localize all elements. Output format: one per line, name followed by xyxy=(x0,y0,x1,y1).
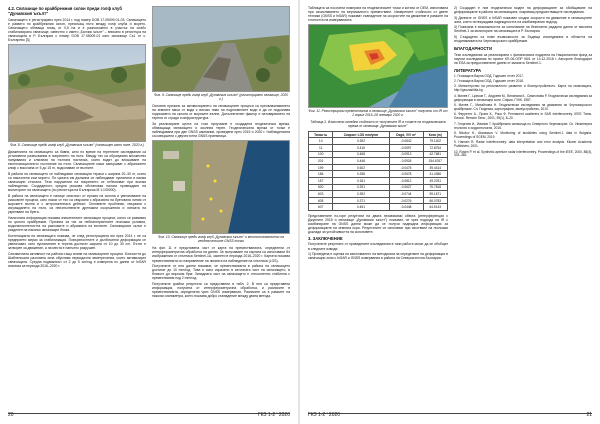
table-cell: 600 xyxy=(309,184,333,191)
table-cell: -0.0627 xyxy=(389,184,423,191)
table-cell: 59.1671 xyxy=(423,191,447,198)
table-cell: 605 xyxy=(309,197,333,204)
table-cell: 186 xyxy=(309,171,333,178)
figure-8-caption: Фиг. 8. Свлачище преди голф клуб „Дунавския ъкълт" (свлачищен кант поле, 2020 г.) xyxy=(10,143,144,148)
figure-9-photo xyxy=(152,6,290,92)
table-cell: -0.0842 xyxy=(389,138,423,145)
figure-8-photo xyxy=(8,44,146,142)
table-header-cell: Точка № xyxy=(309,131,333,138)
table-row xyxy=(309,178,448,185)
figure-10-aerial xyxy=(152,140,290,234)
left-page-column-2 xyxy=(152,6,290,406)
table-cell: 0.451 xyxy=(333,204,389,211)
table-row xyxy=(309,204,448,211)
table-cell: 0.371 xyxy=(333,197,389,204)
table-row xyxy=(309,164,448,171)
table-row xyxy=(309,158,448,165)
paragraph: Получените крайни резултати са представени в табл. 2. В нея са представени информация, получена от интерферометрична обработка, и разликите в преместванията, определени чрез GNSS измервания. Разликите са в рамките на няколко милиметра, което показва добро съвпадение между двата метода. xyxy=(152,282,290,299)
left-page xyxy=(0,0,296,424)
figure-10-caption: Фиг. 10. Свлачище преди голф клуб „Дунавския ъкълт" и местоположението на геодезическите GNSS точки xyxy=(157,235,285,244)
aerial-photo xyxy=(153,141,289,233)
reference-item: 1. Геозащита Варна ООД. Годишен отчет 2017. xyxy=(454,73,524,78)
table-cell: 199 xyxy=(309,164,333,171)
table-cell: -0.0597 xyxy=(389,145,423,152)
figure-9-caption: Фиг. 9. Свлачище преди голф клуб „Дунавския ъкълт" (регистрирано свлачище, 2020 г.) xyxy=(154,93,288,101)
table-row xyxy=(309,138,448,145)
table-cell: 76.7818 xyxy=(423,184,447,191)
table-cell: 0.392 xyxy=(333,138,389,145)
reference-item: 10. Rosen P. et al. Synthetic aperture radar interferometry. Proceedings of the IEEE, 2000, 88(3), 333–382. xyxy=(454,149,592,158)
table-cell: 0.392 xyxy=(333,191,389,198)
table-cell: -0.0448 xyxy=(389,204,423,211)
table-cell: -0.0926 xyxy=(389,158,423,165)
acknowledgements: Тези изследвания са реализирани с финансовата подкрепа на Националния фонд за научни изследвания по проект КП-06-ОПР 06/1 от 14.12.2018 г. Авторите благодарят на ESA за предоставените данни от мисията Sentinel-1. xyxy=(454,52,592,65)
table-cell: 0.258 xyxy=(333,171,389,178)
right-page-column-1 xyxy=(308,6,448,406)
reference-item: 7. Георгиев И., Иванов Т. Крайбрежни свлачища по Северното Черноморие. Сп. Инженерна геология и хидрогеология, 2015. xyxy=(454,121,592,130)
paragraph: Сеизмичната активност на района също влияе на свлачищните процеси. Близостта до Шабленската разломна зона обуславя периодични земетресения, които активизират свлачищата. Средна подвижност от 2 до 5 cm/год е измерена по данни от InSAR анализа за периода 2016–2020 г. xyxy=(8,251,146,268)
table-row xyxy=(309,171,448,178)
table-cell: 157 xyxy=(309,178,333,185)
table-cell: 66.0783 xyxy=(423,197,447,204)
paragraph: 3) Данните от GNSS и InSAR показват сходни скорости на движение в свлачищните зони, което потвърждава надеждността на комбинирания подход. xyxy=(454,15,592,24)
right-page-footer xyxy=(308,412,592,420)
table-body xyxy=(309,138,448,211)
table-row xyxy=(309,197,448,204)
reference-item: 2. Геозащита Варна ООД. Годишен отчет 2018. xyxy=(454,78,524,83)
left-page-column-1 xyxy=(8,6,146,406)
table-row xyxy=(309,191,448,198)
paragraph: На фиг. 11 е представена част от карта на преместванията, определени от интерферометрична обработка на данни. За получаване на картата са използвани 84 изображения от спътника Sentinel-1A, заснети в периода 2016–2020 г. Картата показва преместванията по направление на линията на наблюдение на спътника (LOS). xyxy=(152,246,290,263)
table-cell: -0.0913 xyxy=(389,151,423,158)
paragraph: Получените резултати от проведените изследвания в тази работа могат да се обобщят в следните изводи: xyxy=(308,242,448,251)
table-cell: 11 xyxy=(309,145,333,152)
reference-item: 9. Hansen R. Radar interferometry: data interpretation and error analysis. Kluwer Academic Publishers, 2001. xyxy=(454,140,592,149)
table-cell: 39.4414 xyxy=(423,164,447,171)
table-cell: 49.2031 xyxy=(423,178,447,185)
paragraph: Свлачището е регистрирано през 2014 г. под номер DOB 17.05009-01-03. Свлачището е развито по крайбрежния склон, пресичащ пътя между голф клуба и морето. Свлачището обхваща площ от 0,5 ha и е разположено в участък на слабо стабилизирано свлачище, известно с името „Балчик ъкълт" – вписано в регистъра на свлачищата в Р. България с номер DOB 17.05009-01 като свлачище Cs1 от с. Българево [3]. xyxy=(8,17,146,42)
journal-label: ГКЗ 1-2 ' 2020 xyxy=(257,412,290,418)
table-header-cell: Скорост LOS mm/year xyxy=(333,131,389,138)
table-cell: -0.0276 xyxy=(389,197,423,204)
paragraph: В района на свлачището се наблюдават свлачищни тераси с ширина 20–30 m, които са наклонени към морето. По цялата им дължина се наблюдават пукнатини и малки свлачищни стъпала. Тези нарушения на покритието се отбелязват при всички наблюдения. Създаденото средна рискова обстановка налага провеждане на мониторинг на свлачището (по регистъра на Българска М 1:100000). xyxy=(8,172,146,193)
journal-label: ГКЗ 1-2 ' 2020 xyxy=(308,412,341,418)
table-cell: 64.5143 xyxy=(423,204,447,211)
figure-11-insar-map xyxy=(308,24,448,108)
table-header-row xyxy=(309,131,448,138)
table-cell: 10 xyxy=(309,138,333,145)
table-cell: -0.0812 xyxy=(389,178,423,185)
reference-list xyxy=(454,75,592,159)
table-cell: 41.4356 xyxy=(423,171,447,178)
table-cell: 154.6767 xyxy=(423,158,447,165)
section-title: 3. ЗАКЛЮЧЕНИЕ xyxy=(308,235,343,241)
table-cell: 0.468 xyxy=(333,151,389,158)
reference-item: 8. Nikolov H., Atanassov V. Monitoring of landslides using Sentinel-1 data in Bulgaria. Proceedings of SGEM, 2019. xyxy=(454,130,592,139)
table-cell: 201 xyxy=(309,158,333,165)
page-number: 20 xyxy=(8,412,14,418)
table-row xyxy=(309,145,448,152)
paragraph: 4) Показана е възможността за използване на безплатни радарни данни от мисията Sentinel-1 за мониторинг на свлачищата в Р. България. xyxy=(454,25,592,34)
figure-11-caption: Фиг. 11. Регистрирани премествания в свлачище „Дунавския ъкълт" получени от IR от 2 април 2016–28 ноември 2020 г. xyxy=(308,108,448,117)
paragraph: Таблицата са посочени номерата на геодезическите точки и котата от DEM, използвана при изчисляването на вертикалното преместване. Измерените стойности от двете техники (GNSS и InSAR) показват съвпадение на скоростите на движение в рамките на точността на измерванията. xyxy=(308,6,448,23)
right-page xyxy=(302,0,598,424)
table-cell: 603 xyxy=(309,191,333,198)
section-title: 4.2. Свлачище по крайбрежния склон преди голф клуб "Дунавския ъкълт" xyxy=(8,6,122,16)
table-caption: Таблица 2. Изчислени линейни стойности от получените IR в точките на геодезическата мрежа от свлачище „Дунавския ъкълт" xyxy=(310,119,446,128)
table-row xyxy=(309,151,448,158)
table-cell: 72.8754 xyxy=(423,145,447,152)
table-cell: 0.291 xyxy=(333,184,389,191)
table-row xyxy=(309,184,448,191)
paragraph: В района на свлачището е налице опасност от ерозия на склона и увеличаване на рисковите процеси, като някои от тях са свързани с абразията на бреговата линия от морските вълни и с антропогенната дейност. Основните проблеми, свързани с изграждането на пътя, са неизпълнените дренажни съоръжения и липсата на укрепване на брега. xyxy=(8,194,146,215)
reference-item: 6. Ферретти А., Прати К., Рока Ф. Permanent scatterers in SAR interferometry. IEEE Trans. Geosci. Remote Sens., 2001, 39(1), 8–20. xyxy=(454,112,592,121)
paragraph: За реализиране целта на този проучване е създадена геодезическа мрежа, обхващаща свлачището и околния терен. Геодезическата мрежа от точки е наблюдавана при две GNSS кампании, проведени през 2019 и 2020 г. Наблюденията са извършени с двучестотни GNSS приемници. xyxy=(152,121,290,139)
left-page-footer xyxy=(8,412,290,420)
paragraph: Представените по-горе резултати на двата независими обекта (интерференция с Джунлинг 2015 и свлачище „Дунавския ъкълт") показват, че чрез подхода на IR с комбиниране на GNSS данни може да се получи надеждна информация за деформациите на земната кора. Резултатите се използват при изготвяне на геоложки доклади за устойчивостта на склоновете. xyxy=(308,214,448,235)
table-cell: 42.7681 xyxy=(423,151,447,158)
table-cell: 79.1402 xyxy=(423,138,447,145)
table-cell: -0.0475 xyxy=(389,164,423,171)
reference-item: 4. Милев Г., Цонков Т., Андреев М., Велинова К., Симеонова Р. Геодезически изследвания за деформации в свлачищни зони. София, ГУКК, 1987. xyxy=(454,93,592,102)
displacement-table xyxy=(308,131,448,211)
table-header-cell: Кота (m) xyxy=(423,131,447,138)
section-title: ЛИТЕРАТУРА xyxy=(454,68,482,74)
paragraph: 2) Създаден е нов геодезически модел на деформациите за обобщаване на деформациите в района на свлачищата, покриващ предшестващите изследвания. xyxy=(454,6,592,15)
insar-displacement-map xyxy=(309,25,447,107)
landslide-photo xyxy=(9,45,145,141)
table-cell: 0.602 xyxy=(333,164,389,171)
paragraph: Получените от нея данни показват, че преместванията в района на свлачището достигат до 10 mm/год. Това е ясно изразено в източната част на свлачището, в близост до морския бряг. Западната част на свлачището е относително стабилна с премествания под 2 mm/год. xyxy=(152,264,290,281)
paragraph: Движенията на свлачището са бавни, като по време на теренните изследвания са установени разкъсвания в покритието на пътя. Между тях са образувани множество напуквания и слягания на пътната настилка, които водят до влошаване на експлоатационното състояние на пътя. Свлачищните маси завършват с абразионен клиф с височина от 5 до 15 m, подкопаван от вълните. xyxy=(8,150,146,171)
table-cell: -0.0744 xyxy=(389,191,423,198)
table-cell: 0.446 xyxy=(333,158,389,165)
reference-item: 3. Министерство на регионалното развитие и благоустройството. Карта на свлачищата, http://geozashtita.bg xyxy=(454,84,592,93)
paragraph: Костелацията на свлачищата показва, че след регистрацията им през 2014 г. не са предприети мерки за стабилизация. Повърхностните и дълбочинни деформации се увеличават, като пукнатините в терена достигат ширина от 10 до 30 cm. Пътят е затворен за движение, а на места е напълно разрушен. xyxy=(8,233,146,251)
section-title: БЛАГОДАРНОСТИ xyxy=(454,46,492,52)
table-cell: 0.416 xyxy=(333,145,389,152)
page-gutter xyxy=(298,0,300,424)
right-page-column-2 xyxy=(454,6,592,406)
table-cell: 100 xyxy=(309,151,333,158)
paragraph: Наличната информация показва значителните свлачищни процеси, които се развиват по цялото крайбрежие. Причина за тях са неблагоприятните геоложки условия, водонапоситеността на разломите и абразията на вълните. Свлачищният склон е разделен на няколко свлачищни блока. xyxy=(8,215,146,233)
table-header-cell: Dsgd, V/V m² xyxy=(389,131,423,138)
table-cell: 607 xyxy=(309,204,333,211)
reference-item: 5. Милев Г., Михайлова Н. Геодезически изследвания на движения по Черноморското крайбрежие. Сп. Геодезия, картография, земеустройство, 2010. xyxy=(454,102,592,111)
page-number: 21 xyxy=(586,412,592,418)
paragraph: Основни причини за активизирането на свлачищните процеси са преовлажняването на земните маси от води с високо ниво на подпочвените води и да се подкопава подножието на склона от морските вълни. Допълнителен фактор е натоварването на терена от сгради и инфраструктура. xyxy=(152,104,290,121)
paragraph: 5) Създадени са нови възможности за бъдещи изследвания в областта на геодинамиката на Черноморското крайбрежие. xyxy=(454,35,592,44)
table-cell: -0.0578 xyxy=(389,171,423,178)
table-cell: 0.181 xyxy=(333,178,389,185)
landslide-road-photo xyxy=(153,7,289,91)
paragraph: 1) Проведена е оценка на използването на методиката за определяне на деформации в свлачищни зони с InSAR и GNSS измервания в района на Североизточна България. xyxy=(308,252,448,261)
